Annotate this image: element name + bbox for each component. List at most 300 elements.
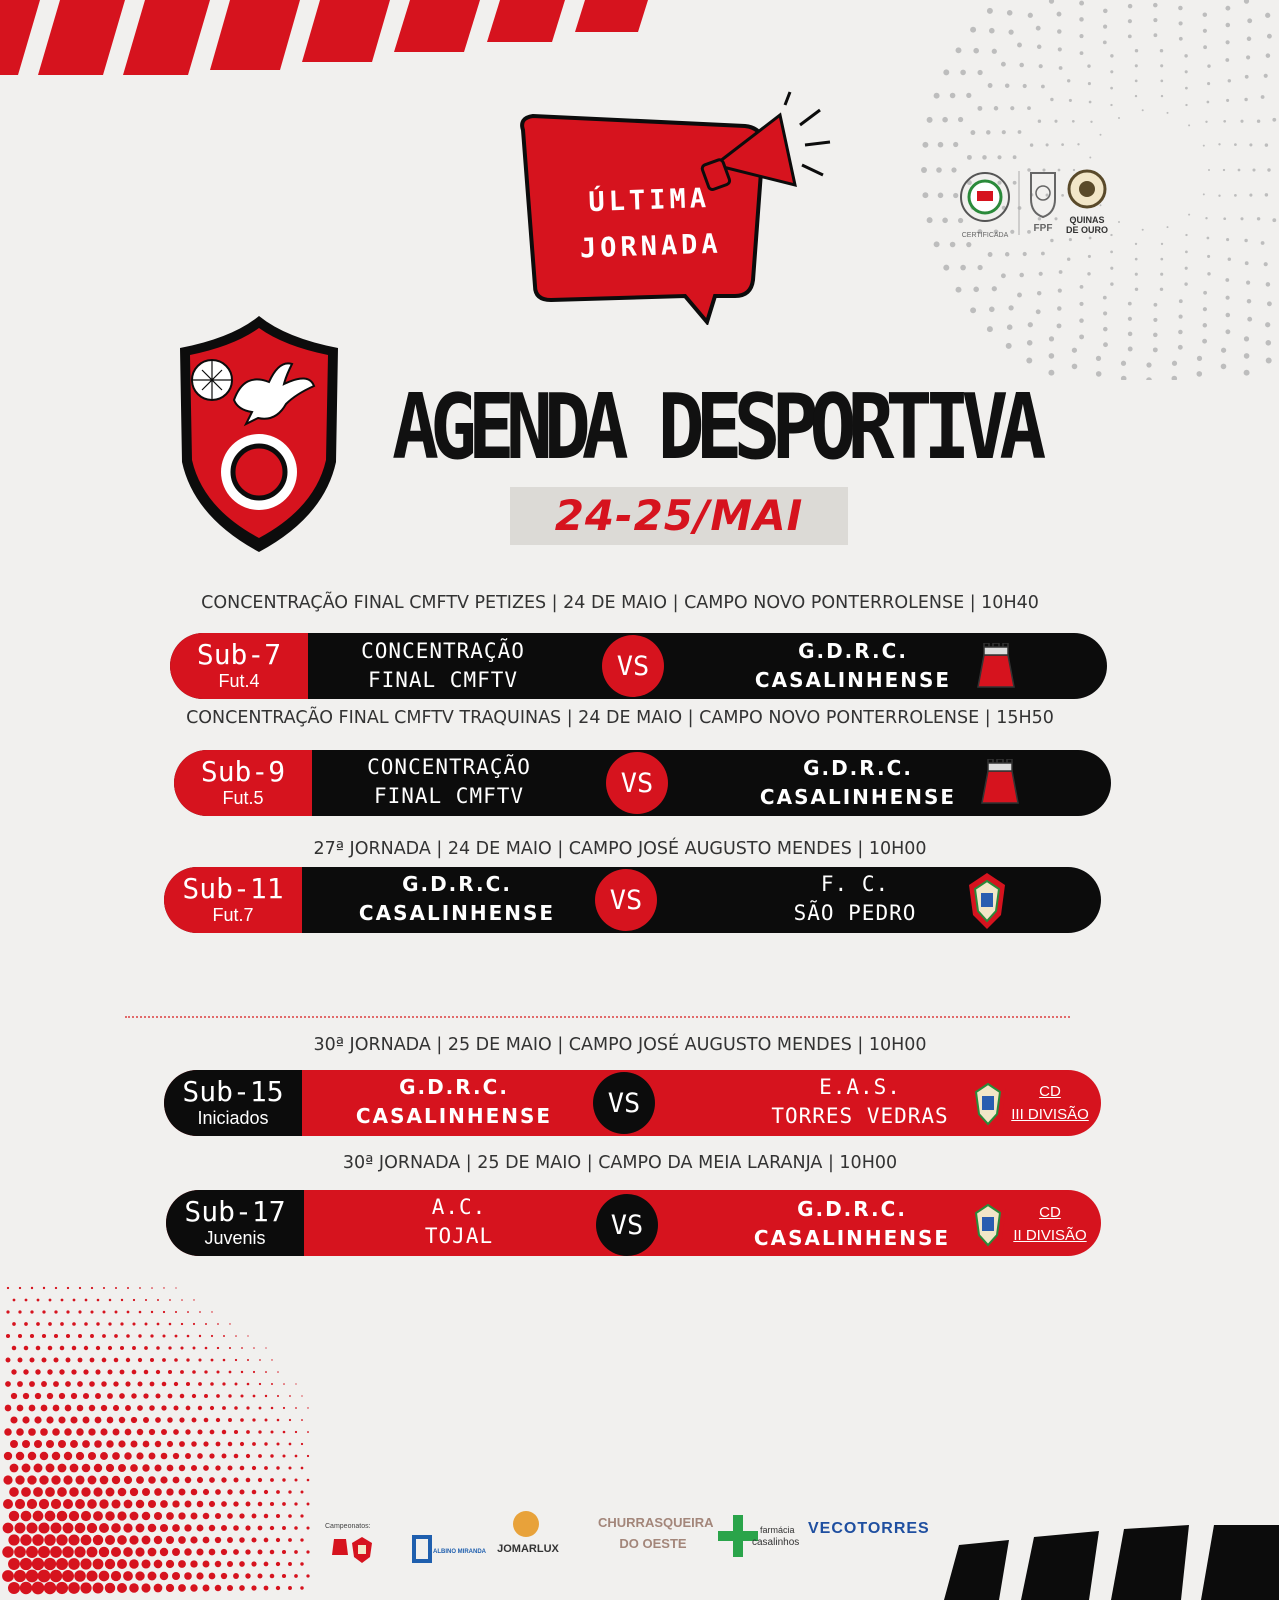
- halftone-dot: [21, 1511, 32, 1522]
- quinas-label-2: DE OURO: [1065, 225, 1109, 235]
- division-label-2[interactable]: II DIVISÃO: [1013, 1227, 1087, 1244]
- vs-badge: VS: [602, 635, 664, 697]
- halftone-dot: [1050, 98, 1053, 101]
- halftone-dot: [174, 1358, 178, 1362]
- home-team-sub17: [339, 1193, 579, 1251]
- halftone-dot: [56, 1558, 68, 1570]
- halftone-dot: [51, 1499, 61, 1509]
- halftone-dot: [211, 1311, 212, 1312]
- halftone-dot: [5, 1381, 11, 1387]
- halftone-dot: [1103, 327, 1108, 332]
- halftone-dot: [154, 1464, 161, 1471]
- halftone-dot: [301, 1419, 303, 1421]
- halftone-dot: [294, 1502, 297, 1505]
- halftone-dot: [1087, 272, 1090, 275]
- halftone-dot: [203, 1489, 209, 1495]
- halftone-dot: [215, 1465, 220, 1470]
- halftone-dot: [294, 1526, 298, 1530]
- halftone-dot: [1103, 25, 1107, 29]
- halftone-dot: [1221, 348, 1226, 353]
- halftone-dot: [215, 1561, 222, 1568]
- halftone-dot: [114, 1358, 119, 1363]
- halftone-dot: [16, 1452, 24, 1460]
- vs-badge: VS: [606, 752, 668, 814]
- halftone-dot: [1266, 358, 1272, 364]
- halftone-dot: [288, 1562, 292, 1566]
- halftone-dot: [126, 1358, 130, 1362]
- halftone-dot: [1039, 64, 1043, 68]
- halftone-dot: [138, 1382, 143, 1387]
- halftone-dot: [1049, 336, 1054, 341]
- fpf-badge: [1031, 173, 1055, 234]
- halftone-dot: [150, 1358, 154, 1362]
- halftone-dot: [163, 1311, 165, 1313]
- halftone-dot: [111, 1523, 121, 1533]
- halftone-dot: [81, 1487, 90, 1496]
- halftone-dot: [106, 1440, 113, 1447]
- halftone-dot: [1197, 356, 1202, 361]
- halftone-dot: [86, 1570, 97, 1581]
- halftone-dot: [1218, 195, 1220, 197]
- halftone-dot: [1005, 83, 1010, 88]
- division-label-2[interactable]: III DIVISÃO: [1011, 1106, 1089, 1123]
- halftone-dot: [82, 1464, 91, 1473]
- halftone-dot: [288, 1586, 292, 1590]
- halftone-dot: [994, 106, 999, 111]
- halftone-dot: [1203, 291, 1207, 295]
- halftone-dot: [1041, 85, 1045, 89]
- halftone-dot: [167, 1417, 173, 1423]
- halftone-dot: [271, 1407, 274, 1410]
- halftone-dot: [179, 1441, 185, 1447]
- halftone-dot: [105, 1583, 115, 1593]
- halftone-dot: [95, 1393, 101, 1399]
- category-label: Sub-9: [200, 755, 286, 788]
- halftone-dot: [172, 1572, 180, 1580]
- halftone-dot: [1202, 339, 1207, 344]
- away-team-sub11: [735, 870, 975, 928]
- halftone-dot: [289, 1443, 292, 1446]
- page-title: AGENDA DESPORTIVA: [392, 375, 1038, 481]
- halftone-dot: [1128, 4, 1133, 9]
- halftone-dot: [1059, 66, 1063, 70]
- halftone-dot: [989, 307, 995, 313]
- halftone-dot: [83, 1369, 88, 1374]
- halftone-dot: [66, 1358, 71, 1363]
- category-badge: [166, 1190, 304, 1256]
- halftone-dot: [967, 155, 972, 160]
- halftone-dot: [180, 1394, 185, 1399]
- halftone-dots-bottom-left: [0, 1280, 310, 1600]
- halftone-dot: [3, 1499, 13, 1509]
- vs-badge: VS: [593, 1072, 655, 1134]
- halftone-dot: [113, 1429, 120, 1436]
- halftone-dot: [13, 1299, 16, 1302]
- halftone-dot: [1013, 155, 1017, 159]
- away-team-line2: CASALINHENSE: [753, 1226, 951, 1250]
- halftone-dot: [1103, 342, 1108, 347]
- halftone-dot: [234, 1406, 238, 1410]
- halftone-dot: [119, 1417, 125, 1423]
- halftone-dot: [33, 1511, 44, 1522]
- halftone-dot: [191, 1441, 197, 1447]
- halftone-dot: [1161, 243, 1163, 245]
- halftone-dot: [1226, 99, 1229, 102]
- halftone-dot: [42, 1334, 46, 1338]
- halftone-dot: [151, 1287, 153, 1289]
- division-link-sub17[interactable]: [1008, 1201, 1092, 1247]
- halftone-dot: [101, 1381, 107, 1387]
- halftone-dot: [80, 1582, 91, 1593]
- halftone-dot: [137, 1429, 144, 1436]
- halftone-dot: [927, 117, 933, 123]
- halftone-dot: [289, 1395, 291, 1397]
- halftone-dot: [173, 1405, 178, 1410]
- halftone-dot: [88, 1428, 95, 1435]
- halftone-dot: [12, 1346, 17, 1351]
- certification-badges: [955, 165, 1135, 245]
- halftone-dot: [1059, 270, 1063, 274]
- halftone-dot: [228, 1466, 233, 1471]
- halftone-dot: [26, 1546, 38, 1558]
- halftone-dot: [199, 1335, 201, 1337]
- halftone-dot: [234, 1478, 239, 1483]
- halftone-dot: [276, 1538, 280, 1542]
- halftone-dot: [120, 1346, 124, 1350]
- halftone-dot: [172, 1524, 180, 1532]
- away-team-line2: SÃO PEDRO: [793, 901, 917, 925]
- halftone-dot: [258, 1430, 261, 1433]
- halftone-dot: [1036, 26, 1041, 31]
- halftone-dot: [133, 1299, 135, 1301]
- halftone-dot: [18, 1334, 22, 1338]
- halftone-dot: [221, 1477, 226, 1482]
- halftone-dot: [37, 1299, 40, 1302]
- halftone-dot: [143, 1441, 150, 1448]
- halftone-dot: [1240, 120, 1243, 123]
- halftone-dot: [982, 155, 987, 160]
- sponsor-churrasqueira-1: CHURRASQUEIRA: [598, 1515, 714, 1530]
- halftone-dot: [203, 1585, 210, 1592]
- halftone-dot: [131, 1441, 138, 1448]
- halftone-dot: [294, 1550, 298, 1554]
- away-team-line1: F. C.: [820, 872, 890, 896]
- halftone-dot: [154, 1488, 162, 1496]
- halftone-dot: [276, 1490, 280, 1494]
- division-label-1[interactable]: CD: [1039, 1083, 1061, 1100]
- halftone-dot: [235, 1383, 238, 1386]
- halftone-dot: [271, 1383, 273, 1385]
- halftone-dot: [90, 1310, 93, 1313]
- halftone-dot: [253, 1395, 256, 1398]
- halftone-dot: [2, 1546, 13, 1557]
- halftone-dot: [1264, 74, 1268, 78]
- halftone-dot: [91, 1287, 93, 1289]
- halftone-dot: [34, 1464, 43, 1473]
- halftone-dot: [56, 1534, 67, 1545]
- halftone-dot: [173, 1477, 180, 1484]
- category-badge: [164, 1070, 302, 1136]
- halftone-dot: [191, 1465, 197, 1471]
- halftone-dot: [161, 1453, 168, 1460]
- halftone-dot: [1087, 64, 1090, 67]
- halftone-dot: [192, 1418, 197, 1423]
- halftone-dot: [211, 1359, 214, 1362]
- halftone-dot: [9, 1487, 19, 1497]
- halftone-dot: [100, 1428, 107, 1435]
- halftone-dot: [125, 1381, 130, 1386]
- halftone-dot: [68, 1582, 80, 1594]
- halftone-dot: [245, 1549, 250, 1554]
- halftone-dot: [142, 1512, 151, 1521]
- home-team-line1: G.D.R.C.: [402, 872, 512, 896]
- halftone-dot: [129, 1559, 139, 1569]
- halftone-dot: [120, 1322, 123, 1325]
- away-team-line1: E.A.S.: [819, 1075, 901, 1099]
- halftone-dot: [179, 1489, 186, 1496]
- bottom-stripes-decoration: [939, 1525, 1279, 1600]
- halftone-dot: [198, 1358, 201, 1361]
- halftone-dot: [99, 1499, 108, 1508]
- cert-label: CERTIFICADA: [961, 232, 1009, 239]
- home-team-line1: CONCENTRAÇÃO: [367, 755, 531, 779]
- halftone-dot: [15, 1475, 24, 1484]
- halftone-dot: [58, 1416, 65, 1423]
- halftone-dot: [38, 1570, 51, 1583]
- category-format: Fut.5: [222, 788, 264, 808]
- halftone-dot: [48, 1346, 53, 1351]
- halftone-dot: [155, 1441, 161, 1447]
- halftone-dot: [295, 1407, 297, 1409]
- halftone-dot: [1154, 33, 1158, 37]
- halftone-dot: [1185, 267, 1188, 270]
- halftone-dot: [1037, 291, 1042, 296]
- halftone-dot: [1019, 273, 1024, 278]
- halftone-dot: [35, 1393, 41, 1399]
- halftone-dot: [148, 1572, 157, 1581]
- halftone-dot: [41, 1381, 47, 1387]
- halftone-dot: [1226, 23, 1231, 28]
- halftone-dot: [1146, 362, 1151, 367]
- halftone-dot: [1245, 261, 1249, 265]
- halftone-dot: [245, 1573, 250, 1578]
- halftone-dot: [162, 1382, 167, 1387]
- halftone-dot: [1096, 371, 1102, 377]
- halftone-dot: [74, 1546, 85, 1557]
- halftone-dot: [48, 1322, 52, 1326]
- halftone-dot: [1006, 343, 1012, 349]
- halftone-dot: [135, 1547, 144, 1556]
- halftone-dot: [205, 1347, 208, 1350]
- halftone-dot: [1267, 34, 1272, 39]
- halftone-dot: [166, 1488, 173, 1495]
- halftone-dot: [46, 1464, 55, 1473]
- halftone-dot: [1128, 317, 1132, 321]
- halftone-dot: [148, 1524, 157, 1533]
- halftone-dot: [196, 1548, 203, 1555]
- halftone-dot: [102, 1358, 107, 1363]
- halftone-dot: [196, 1572, 203, 1579]
- halftone-dot: [1128, 347, 1133, 352]
- halftone-dot: [20, 1558, 32, 1570]
- fpf-label: FPF: [1033, 223, 1053, 234]
- away-team-sub15: [740, 1073, 980, 1131]
- halftone-dot: [216, 1394, 220, 1398]
- halftone-dot: [1261, 241, 1265, 245]
- halftone-dot: [87, 1523, 97, 1533]
- halftone-dot: [198, 1382, 202, 1386]
- halftone-dot: [1160, 258, 1163, 261]
- halftone-dot: [175, 1335, 178, 1338]
- halftone-dot: [283, 1407, 285, 1409]
- halftone-dot: [1135, 288, 1138, 291]
- away-team-sub7: [733, 637, 973, 695]
- halftone-dot: [1203, 323, 1208, 328]
- vs-badge: VS: [596, 1194, 658, 1256]
- halftone-dot: [1179, 299, 1183, 303]
- home-team-line1: A.C.: [431, 1195, 487, 1219]
- halftone-dot: [1228, 79, 1231, 82]
- halftone-dot: [942, 117, 948, 123]
- halftone-dot: [265, 1395, 267, 1397]
- halftone-dot: [258, 1574, 263, 1579]
- halftone-dot: [1128, 35, 1132, 39]
- halftone-dot: [129, 1535, 138, 1544]
- halftone-dot: [307, 1503, 310, 1506]
- halftone-dot: [1128, 302, 1132, 306]
- halftone-dot: [72, 1346, 76, 1350]
- halftone-dot: [47, 1369, 52, 1374]
- quinas-label-1: QUINAS: [1069, 215, 1105, 225]
- home-team-line2: FINAL CMFTV: [373, 784, 525, 808]
- game-info-sub7: CONCENTRAÇÃO FINAL CMFTV PETIZES | 24 DE MAIO | CAMPO NOVO PONTERROLENSE | 10H40: [201, 593, 1039, 613]
- category-badge: [170, 633, 308, 699]
- halftone-dot: [101, 1405, 107, 1411]
- halftone-dot: [295, 1479, 298, 1482]
- halftone-dot: [178, 1584, 186, 1592]
- halftone-dot: [288, 1466, 291, 1469]
- halftone-dot: [228, 1418, 232, 1422]
- halftone-dot: [943, 69, 949, 75]
- halftone-dot: [1240, 217, 1243, 220]
- halftone-dot: [1027, 106, 1031, 110]
- halftone-dot: [1207, 82, 1210, 85]
- halftone-dot: [62, 1546, 74, 1558]
- category-badge: [164, 867, 302, 933]
- halftone-dot: [143, 1393, 148, 1398]
- halftone-dot: [43, 1287, 45, 1289]
- halftone-dot: [70, 1464, 79, 1473]
- halftone-dot: [239, 1537, 245, 1543]
- halftone-dot: [181, 1299, 183, 1301]
- halftone-dot: [75, 1475, 84, 1484]
- halftone-dot: [68, 1558, 80, 1570]
- halftone-dot: [1080, 51, 1084, 55]
- halftone-dot: [300, 1562, 303, 1565]
- halftone-dot: [229, 1371, 232, 1374]
- halftone-dot: [240, 1466, 245, 1471]
- halftone-dot: [138, 1358, 142, 1362]
- halftone-dot: [39, 1475, 48, 1484]
- halftone-dot: [1057, 323, 1062, 328]
- halftone-dot: [77, 1381, 83, 1387]
- halftone-dot: [1218, 143, 1220, 145]
- halftone-dot: [921, 167, 927, 173]
- halftone-dot: [50, 1570, 62, 1582]
- halftone-dot: [87, 1547, 98, 1558]
- halftone-dot: [107, 1369, 112, 1374]
- halftone-dot: [1226, 313, 1231, 318]
- halftone-dot: [1234, 194, 1237, 197]
- halftone-dot: [211, 1335, 213, 1337]
- halftone-dot: [63, 1523, 74, 1534]
- halftone-dot: [60, 1346, 65, 1351]
- halftone-dot: [1072, 348, 1077, 353]
- halftone-dot: [184, 1548, 192, 1556]
- halftone-dot: [1110, 267, 1113, 270]
- halftone-dot: [270, 1526, 274, 1530]
- halftone-dot: [1223, 169, 1225, 171]
- announcement-line2: JORNADA: [579, 228, 723, 265]
- halftone-dot: [1008, 29, 1013, 34]
- halftone-dot: [295, 1431, 297, 1433]
- date-range: 24-25/MAI: [554, 491, 804, 540]
- halftone-dot: [46, 1416, 53, 1423]
- halftone-dot: [1103, 9, 1108, 14]
- division-link-sub15[interactable]: [1008, 1080, 1092, 1126]
- halftone-dot: [14, 1570, 26, 1582]
- sponsor-campeonatos-label: Campeonatos:: [325, 1523, 371, 1530]
- halftone-dot: [197, 1501, 204, 1508]
- halftone-dot: [282, 1574, 286, 1578]
- halftone-dot: [55, 1287, 57, 1289]
- halftone-dot: [127, 1287, 129, 1289]
- halftone-dot: [125, 1429, 132, 1436]
- halftone-dot: [81, 1535, 92, 1546]
- top-stripes-decoration: [0, 0, 660, 80]
- game-info-sub15: 30ª JORNADA | 25 DE MAIO | CAMPO JOSÉ AUGUSTO MENDES | 10H00: [313, 1035, 927, 1055]
- halftone-dot: [239, 1513, 244, 1518]
- halftone-dot: [74, 1570, 86, 1582]
- halftone-dot: [142, 1536, 151, 1545]
- halftone-dot: [30, 1310, 33, 1313]
- halftone-dot: [252, 1514, 257, 1519]
- halftone-dot: [1178, 330, 1183, 335]
- halftone-dot: [1257, 119, 1260, 122]
- halftone-dot: [1244, 98, 1247, 101]
- halftone-dot: [15, 1499, 25, 1509]
- halftone-dot: [124, 1452, 131, 1459]
- halftone-dot: [59, 1393, 65, 1399]
- halftone-dot: [141, 1559, 150, 1568]
- halftone-dot: [161, 1429, 167, 1435]
- club-crest: [174, 312, 344, 557]
- halftone-dot: [259, 1359, 261, 1361]
- division-label-1[interactable]: CD: [1039, 1204, 1061, 1221]
- halftone-dot: [1090, 121, 1092, 123]
- halftone-dot: [1135, 273, 1138, 276]
- halftone-dot: [62, 1570, 74, 1582]
- halftone-dot: [1135, 64, 1138, 67]
- halftone-dot: [956, 47, 962, 53]
- halftone-dot: [90, 1358, 95, 1363]
- halftone-dot: [1023, 84, 1027, 88]
- halftone-dot: [1007, 10, 1013, 16]
- halftone-dot: [209, 1501, 215, 1507]
- halftone-dot: [223, 1359, 226, 1362]
- halftone-dot: [1257, 217, 1260, 220]
- halftone-dot: [986, 130, 991, 135]
